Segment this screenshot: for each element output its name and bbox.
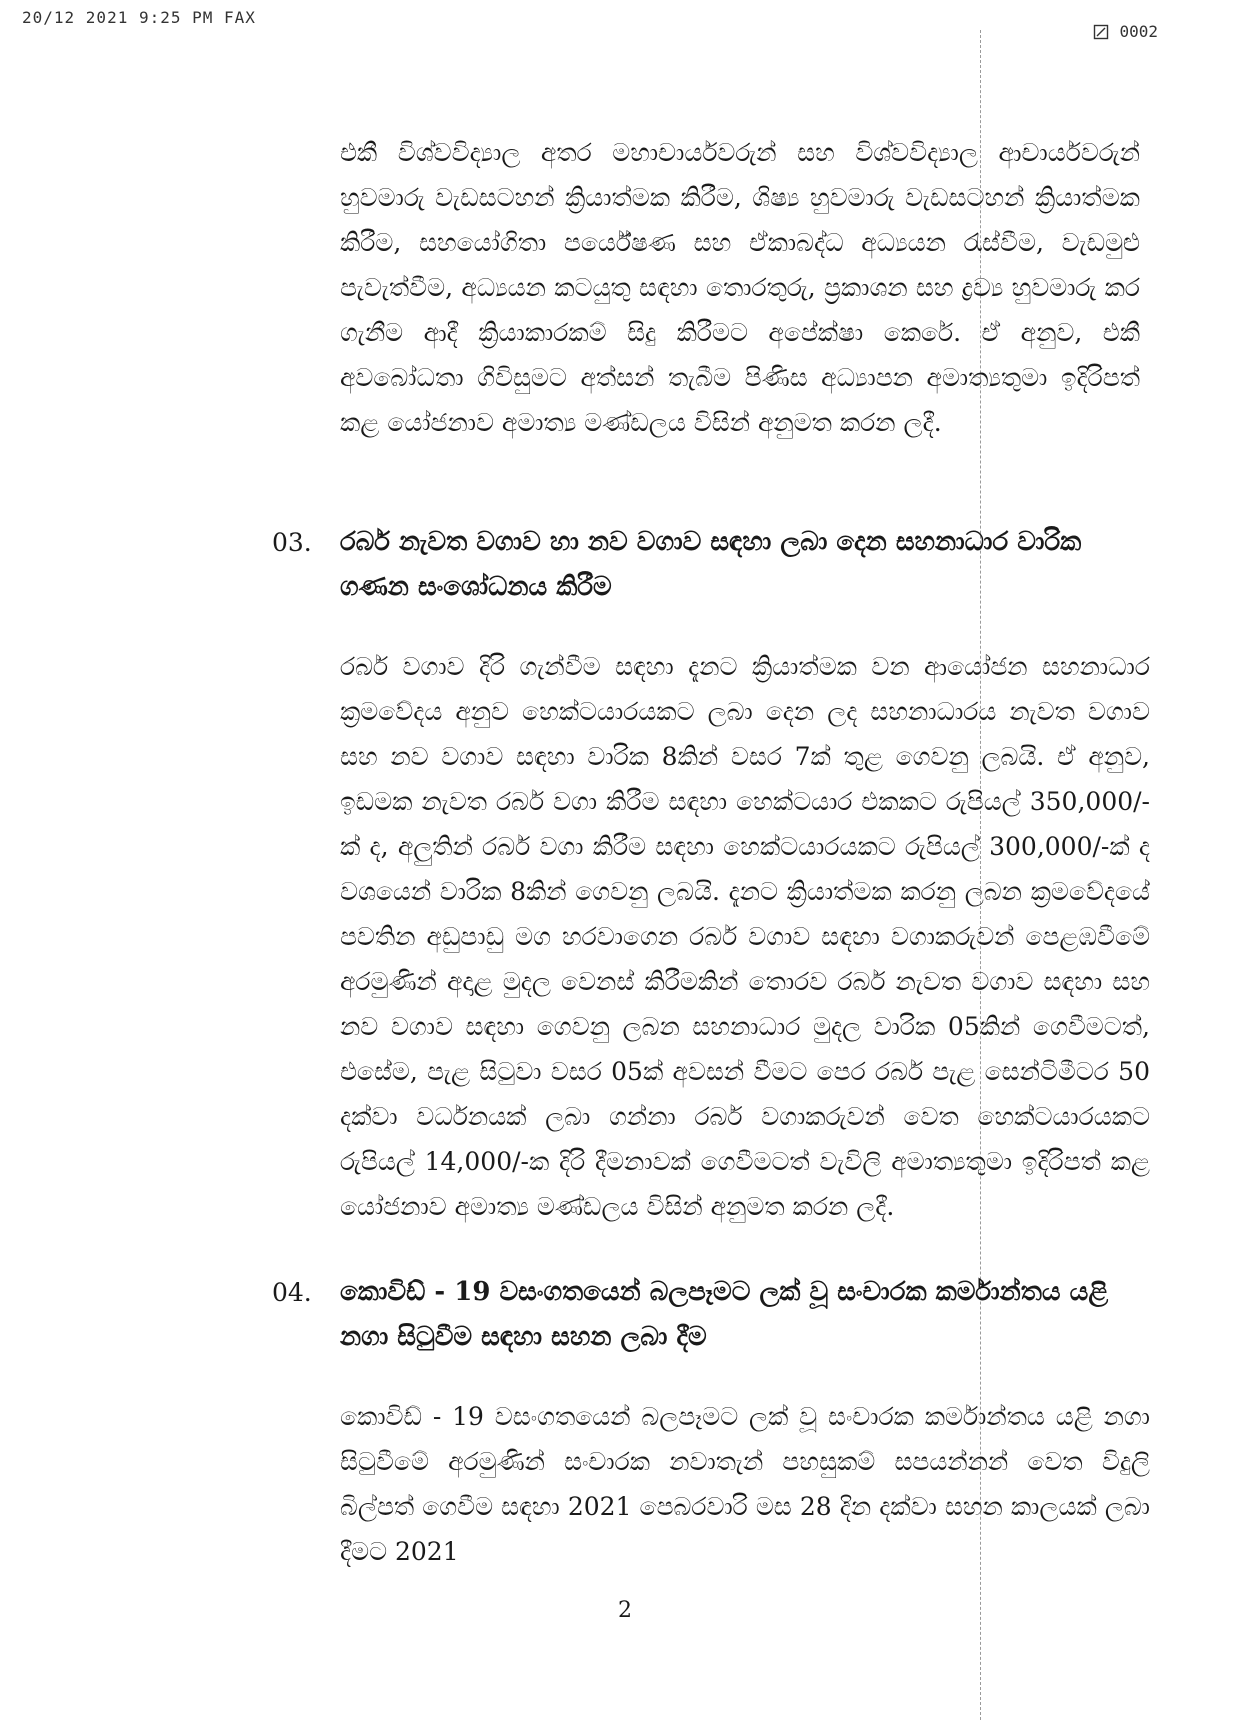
section-body: රබර් වගාව දිරි ගැන්වීම සඳහා දැනට ක්‍රියාත්මක වන ආයෝජන සහනාධාර ක්‍රමවේදය අනුව හෙක්ටයාරයකට ලබා දෙන ලද සහනාධාරය නැවත වගාව සහ නව වගාව සඳහා වාරික 8කින් වසර 7ක් තුළ ගෙවනු ලබයි. ඒ අනුව, ඉඩමක නැවත රබර් වගා කිරීම සඳහා හෙක්ටයාර එකකට රුපියල් 350,000/-ක් ද, අලුතින් රබර් වගා කිරීම සඳහා හෙක්ටයාරයකට රුපියල් 300,000/-ක් ද වශයෙන් වාරික 8කින් ගෙවනු ලබයි. දැනට ක්‍රියාත්මක කරනු ලබන ක්‍රමවේදයේ පවතින අඩුපාඩු මග හරවාගෙන රබර් වගාව සඳහා වගාකරුවන් පෙළඹවීමේ අරමුණින් අදාළ මුදල වෙනස් කිරීමකින් තොරව රබර් නැවත වගාව සඳහා සහ නව වගාව සඳහා ගෙවනු ලබන සහනාධාර මුදල වාරික 05කින් ගෙවීමටත්, එසේම, පැළ සිටුවා වසර 05ක් අවසන් වීමට පෙර රබර් පැළ සෙන්ටිමීටර 50 දක්වා වර්ධනයක් ලබා ගන්නා රබර් වගාකරුවන් වෙත හෙක්ටයාරයකට රුපියල් 14,000/-ක දිරි දීමනාවක් ගෙවීමටත් වැවිලි අමාත්‍යතුමා ඉදිරිපත් කළ යෝජනාව අමාත්‍ය මණ්ඩලය විසින් අනුමත කරන ලදී.: [340, 652, 1150, 1221]
section-body: කොවිඩ් - 19 වසංගතයෙන් බලපෑමට ලක් වූ සංචාරක කර්මාන්තය යළි නගා සිටුවීමේ අරමුණින් සංචාරක නවාතැන් පහසුකම් සපයන්නන් වෙත විදුලි බිල්පත් ගෙවීම සඳහා 2021 පෙබරවාරි මස 28 දින දක්වා සහන කාලයක් ලබා දීමට 2021: [340, 1402, 1150, 1566]
fax-header-datetime: 20/12 2021 9:25 PM FAX: [22, 8, 256, 27]
section-number: 03.: [272, 528, 312, 557]
fax-page-code: 0002: [1119, 22, 1158, 41]
intro-paragraph-block: [340, 130, 1140, 445]
page-number: 2: [618, 1598, 632, 1623]
intro-paragraph: එකී විශ්වවිද්‍යාල අතර මහාචාර්යවරුන් සහ විශ්වවිද්‍යාල ආචාර්යවරුන් හුවමාරු වැඩසටහන් ක්‍රියාත්මක කිරීම, ශිෂ්‍ය හුවමාරු වැඩසටහන් ක්‍රියාත්මක කිරීම, සහයෝගිතා පර්යේෂණ සහ ඒකාබද්ධ අධ්‍යයන රැස්වීම, වැඩමුළු පැවැත්වීම, අධ්‍යයන කටයුතු සඳහා තොරතුරු, ප්‍රකාශන සහ ද්‍රව්‍ය හුවමාරු කර ගැනීම ආදී ක්‍රියාකාරකම් සිදු කිරීමට අපේක්ෂා කෙරේ. ඒ අනුව, එකී අවබෝධතා ගිවිසුමට අත්සන් තැබීම පිණිස අධ්‍යාපන අමාත්‍යතුමා ඉදිරිපත් කළ යෝජනාව අමාත්‍ය මණ්ඩලය විසින් අනුමත කරන ලදී.: [340, 138, 1140, 437]
section-03: [272, 520, 1150, 1229]
fax-header-page-code: [1093, 22, 1158, 41]
section-number: 04.: [272, 1278, 312, 1307]
section-title: රබර් නැවත වගාව හා නව වගාව සඳහා ලබා දෙන සහනාධාර වාරික ගණන සංශෝධනය කිරීම: [340, 527, 1082, 602]
section-04: [272, 1270, 1150, 1574]
fax-page-icon: [1093, 24, 1109, 40]
section-title: කොවිඩ් - 19 වසංගතයෙන් බලපෑමට ලක් වූ සංචාරක කර්මාන්තය යළි නගා සිටුවීම සඳහා සහන ලබා දීම: [340, 1277, 1109, 1352]
